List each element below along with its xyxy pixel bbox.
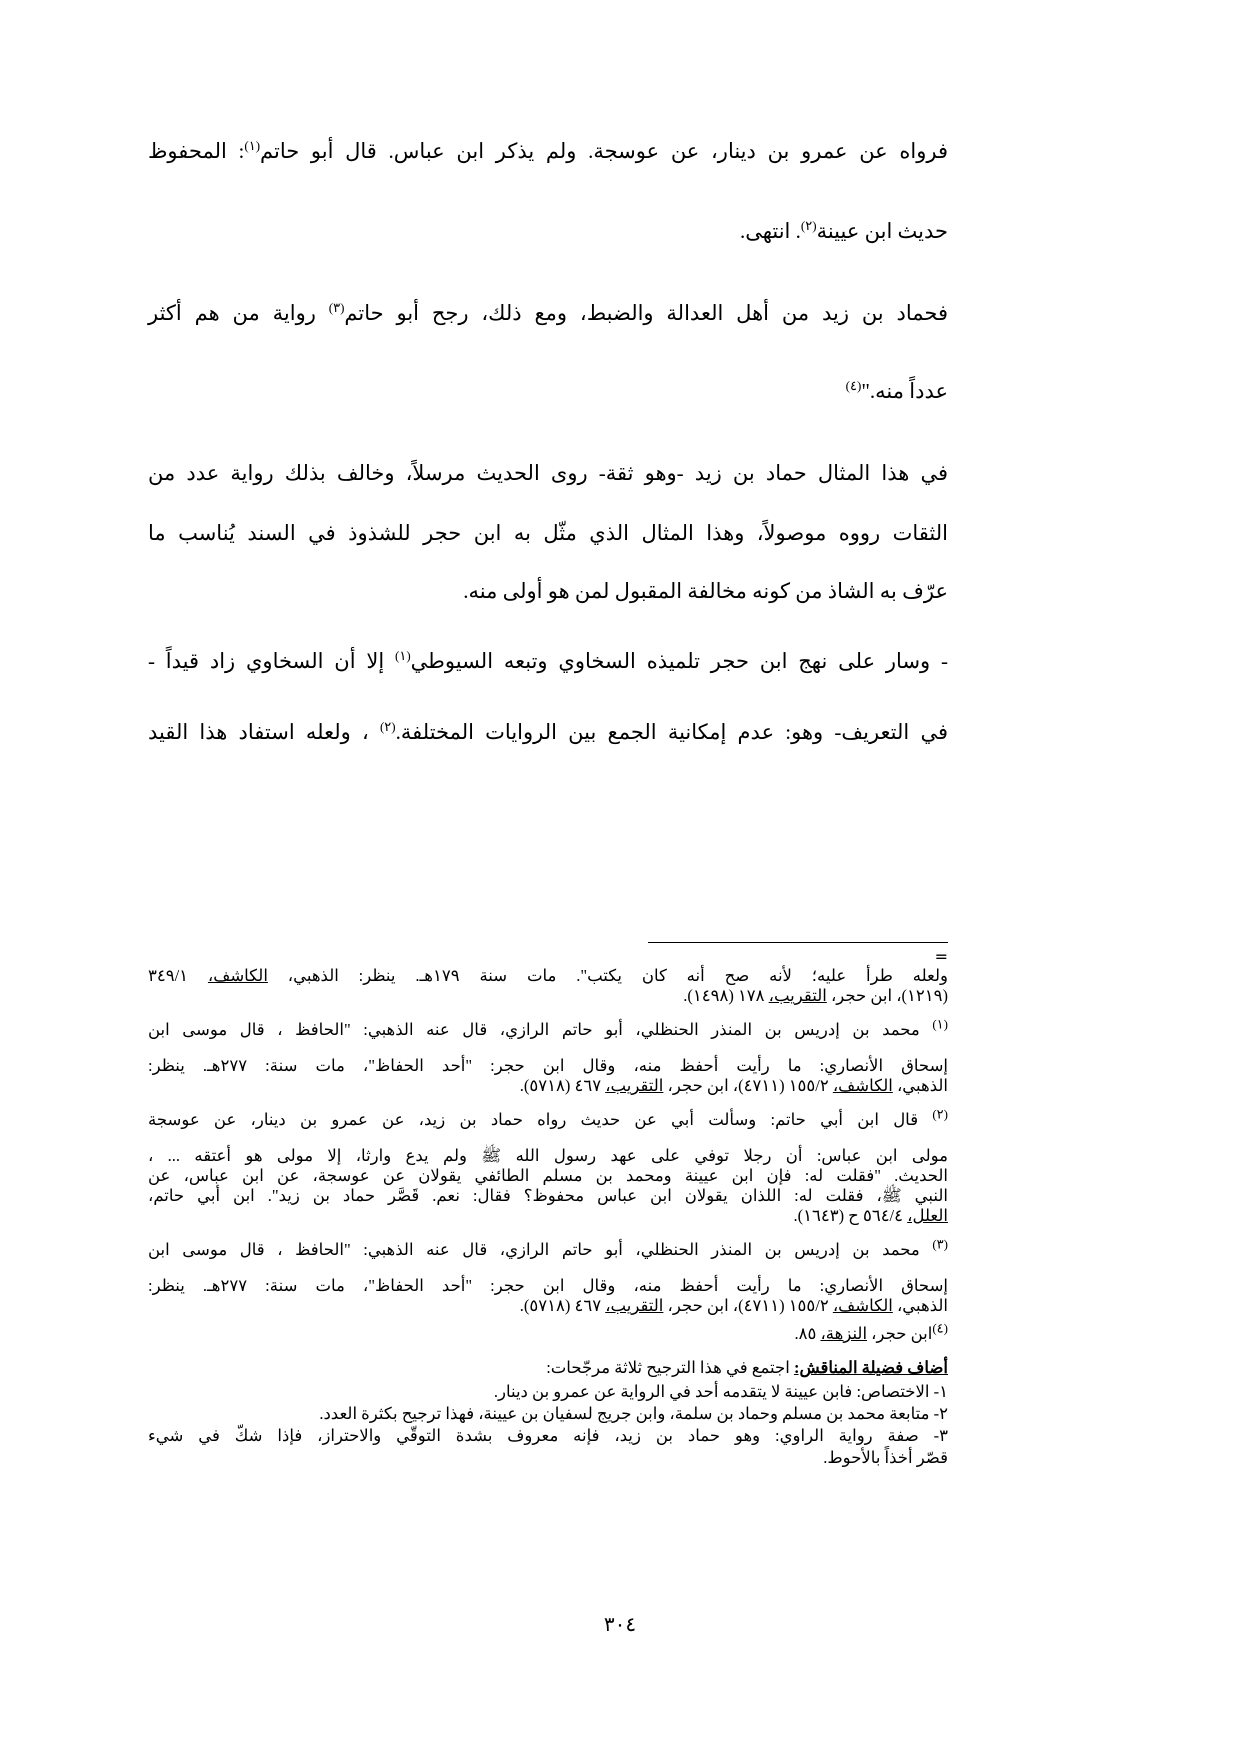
footnote-2-line-1 <box>148 1106 948 1130</box>
body-line-2 <box>148 216 948 246</box>
text: ولعله طرأ عليه؛ لأنه صح أنه كان يكتب". مات سنة ١٧٩هـ. ينظر: الذهبي، <box>267 966 948 985</box>
text: فرواه عن عمرو بن دينار، عن عوسجة. ولم يذكر ابن عباس. قال أبو حاتم <box>260 139 949 163</box>
text: فحماد بن زيد من أهل العدالة والضبط، ومع ذلك، رجح أبو حاتم <box>344 301 948 325</box>
footnote-ref[interactable]: (٣) <box>328 300 345 315</box>
text: قال ابن أبي حاتم: وسألت أبي عن حديث رواه حماد بن زيد، عن عمرو بن دينار، عن عوسجة <box>148 1110 933 1129</box>
continuation-mark: = <box>934 947 948 966</box>
book-title: الكاشف، <box>832 1076 893 1095</box>
body-line-5: في هذا المثال حماد بن زيد -وهو ثقة- روى الحديث مرسلاً، وخالف بذلك رواية عدد من <box>148 461 948 485</box>
footnote-ref[interactable]: (٢) <box>800 218 817 233</box>
text: . انتهى. <box>739 219 801 243</box>
footnote-ref[interactable]: (٤) <box>845 378 862 393</box>
note-item-1: ١- الاختصاص: فابن عيينة لا يتقدمه أحد في الرواية عن عمرو بن دينار. <box>493 1382 948 1401</box>
text: ٣٤٩/١ <box>148 966 208 985</box>
footnote-2-line-4: النبي ﷺ، فقلت له: اللذان يقولان ابن عباس محفوظ؟ فقال: نعم. قَصَّر حماد بن زيد". ابن أبي حاتم، <box>148 1186 948 1205</box>
note-heading <box>148 1358 948 1378</box>
footnote-ref[interactable]: (١) <box>244 138 261 153</box>
book-title: التقريب، <box>605 1296 664 1315</box>
footnote-1-line-1 <box>148 1016 948 1040</box>
text: : المحفوظ <box>148 139 245 163</box>
text: ابن حجر، <box>867 1324 933 1343</box>
book-title: الكاشف، <box>832 1296 893 1315</box>
page-number: ٣٠٤ <box>603 1614 637 1636</box>
footnote-4 <box>148 1320 948 1344</box>
footnote-number: (٢) <box>932 1106 948 1122</box>
footnote-3-line-1 <box>148 1236 948 1260</box>
footnote-3-line-2: إسحاق الأنصاري: ما رأيت أحفظ منه، وقال ابن حجر: "أحد الحفاظ"، مات سنة: ٢٧٧هـ. ينظر: <box>148 1276 948 1295</box>
text: محمد بن إدريس بن المنذر الحنظلي، أبو حاتم الرازي، قال عنه الذهبي: "الحافظ ، قال موسى ابن <box>148 1240 933 1259</box>
footnote-cont-line-1 <box>148 966 948 986</box>
text: اجتمع في هذا الترجيح ثلاثة مرجّحات: <box>546 1358 794 1377</box>
footnote-number: (٤) <box>932 1320 948 1336</box>
text: (١٢١٩)، ابن حجر، <box>826 986 948 1005</box>
text: ، ولعله استفاد هذا القيد <box>148 720 380 744</box>
text: ٤٦٧ (٥٧١٨). <box>519 1076 606 1095</box>
text: ١٧٨ (١٤٩٨). <box>683 986 769 1005</box>
footnote-1-line-3 <box>148 1076 948 1096</box>
footnote-2-line-5 <box>148 1206 948 1226</box>
book-title: الكاشف، <box>207 966 268 985</box>
footnote-cont-line-2 <box>148 986 948 1006</box>
body-line-8 <box>148 646 948 676</box>
body-line-7: عرّف به الشاذ من كونه مخالفة المقبول لمن هو أولى منه. <box>463 579 948 603</box>
book-title: العلل، <box>907 1206 948 1225</box>
text: ١٥٥/٢ (٤٧١١)، ابن حجر، <box>663 1296 833 1315</box>
note-item-3: ٣- صفة رواية الراوي: وهو حماد بن زيد، فإنه معروف بشدة التوقّي والاحتراز، فإذا شكّ في شيء <box>148 1426 948 1445</box>
book-title: النزهة، <box>820 1324 868 1343</box>
text: في التعريف- وهو: عدم إمكانية الجمع بين الروايات المختلفة. <box>395 720 948 744</box>
footnote-number: (٣) <box>932 1236 948 1252</box>
book-title: التقريب، <box>768 986 827 1005</box>
text: ١٥٥/٢ (٤٧١١)، ابن حجر، <box>663 1076 833 1095</box>
text: الذهبي، <box>892 1296 948 1315</box>
text: - وسار على نهج ابن حجر تلميذه السخاوي وتبعه السيوطي <box>410 649 948 673</box>
footnote-separator <box>648 942 948 943</box>
footnote-1-line-2: إسحاق الأنصاري: ما رأيت أحفظ منه، وقال ابن حجر: "أحد الحفاظ"، مات سنة: ٢٧٧هـ. ينظر: <box>148 1056 948 1075</box>
text: ٤٦٧ (٥٧١٨). <box>519 1296 606 1315</box>
body-line-1 <box>148 136 948 166</box>
text: إلا أن السخاوي زاد قيداً - <box>148 649 395 673</box>
note-item-2: ٢- متابعة محمد بن مسلم وحماد بن سلمة، وابن جريج لسفيان بن عيينة، فهذا ترجيح بكثرة العدد. <box>319 1404 948 1423</box>
footnote-ref[interactable]: (٢) <box>379 719 396 734</box>
text: الذهبي، <box>892 1076 948 1095</box>
body-line-3 <box>148 298 948 328</box>
text: حديث ابن عيينة <box>816 219 948 243</box>
body-line-6: الثقات رووه موصولاً، وهذا المثال الذي مثّل به ابن حجر للشذوذ في السند يُناسب ما <box>148 521 948 545</box>
text: عدداً منه." <box>861 379 948 403</box>
text: محمد بن إدريس بن المنذر الحنظلي، أبو حاتم الرازي، قال عنه الذهبي: "الحافظ ، قال موسى ابن <box>148 1020 933 1039</box>
footnote-2-line-3: الحديث. "فقلت له: فإن ابن عيينة ومحمد بن مسلم الطائفي يقولان عن عوسجة، عن ابن عباس، عن <box>148 1166 948 1185</box>
note-label: أضاف فضيلة المناقش: <box>793 1358 948 1377</box>
footnote-number: (١) <box>932 1016 948 1032</box>
text: رواية من هم أكثر <box>148 301 329 325</box>
text: ٨٥. <box>794 1324 821 1343</box>
footnote-3-line-3 <box>148 1296 948 1316</box>
note-item-3-cont: قصّر أخذاً بالأحوط. <box>823 1448 948 1467</box>
body-line-9 <box>148 717 948 747</box>
text: ٥٦٤/٤ ح (١٦٤٣). <box>793 1206 908 1225</box>
footnote-2-line-2: مولى ابن عباس: أن رجلا توفي على عهد رسول الله ﷺ ولم يدع وارثا، إلا مولى هو أعتقه ... ، <box>148 1146 948 1165</box>
footnote-ref[interactable]: (١) <box>395 648 411 663</box>
body-line-4 <box>148 376 948 406</box>
book-title: التقريب، <box>605 1076 664 1095</box>
